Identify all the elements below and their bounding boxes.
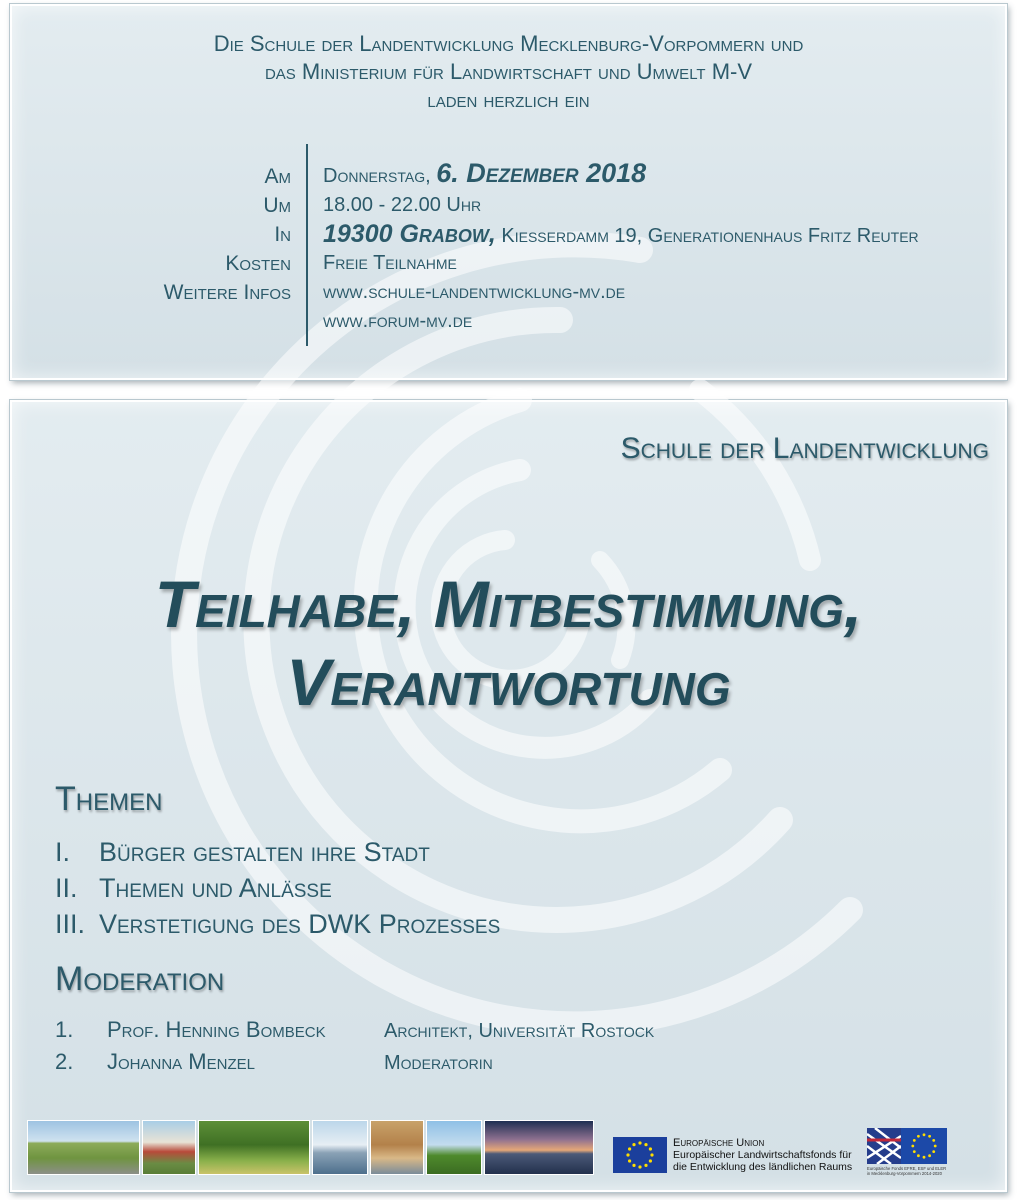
esi-funds-logo bbox=[867, 1128, 947, 1176]
photo-timber-house bbox=[142, 1120, 196, 1175]
theme-item bbox=[55, 870, 332, 906]
title-line-1: Teilhabe, Mitbestimmung, bbox=[154, 567, 863, 641]
place-bold: 19300 Grabow, bbox=[323, 220, 496, 248]
label-time: Um bbox=[263, 194, 291, 217]
theme-text: Themen und Anlässe bbox=[99, 873, 332, 903]
moderator-role: Moderatorin bbox=[384, 1052, 493, 1074]
theme-item bbox=[55, 834, 430, 870]
website-link-1[interactable]: www.schule-landentwicklung-mv.de bbox=[323, 281, 626, 303]
theme-number: III. bbox=[55, 909, 86, 939]
moderator-role: Architekt, Universität Rostock bbox=[384, 1020, 655, 1042]
photo-cyclists bbox=[27, 1120, 140, 1175]
theme-text: Verstetigung des DWK Prozesses bbox=[99, 909, 501, 939]
photo-trees bbox=[198, 1120, 310, 1175]
cost-value: Freie Teilnahme bbox=[323, 252, 457, 274]
eu-funding-logo bbox=[613, 1137, 852, 1173]
moderator-name: Prof. Henning Bombeck bbox=[107, 1017, 326, 1042]
photo-landscape bbox=[426, 1120, 482, 1175]
eu-line-1: Europäische Union bbox=[673, 1137, 765, 1149]
photo-pier-sunset bbox=[484, 1120, 594, 1175]
esi-logo-icon bbox=[867, 1128, 947, 1164]
invitation-header bbox=[10, 30, 1007, 114]
theme-text: Bürger gestalten ihre Stadt bbox=[99, 837, 430, 867]
school-name: Schule der Landentwicklung bbox=[620, 432, 989, 465]
moderator-row bbox=[55, 1014, 654, 1046]
header-line-1: Die Schule der Landentwicklung Mecklenburg-Vorpommern und bbox=[213, 31, 804, 56]
header-line-3: laden herzlich ein bbox=[427, 87, 590, 112]
themes-heading: Themen bbox=[55, 780, 163, 818]
moderator-name: Johanna Menzel bbox=[107, 1049, 255, 1074]
time-value: 18.00 - 22.00 Uhr bbox=[323, 194, 482, 216]
theme-number: I. bbox=[55, 837, 71, 867]
event-title bbox=[10, 565, 1007, 721]
esi-text bbox=[867, 1166, 947, 1176]
theme-number: II. bbox=[55, 873, 78, 903]
eu-line-2: Europäischer Landwirtschaftsfonds für bbox=[673, 1149, 852, 1161]
detail-values bbox=[323, 158, 919, 336]
title-line-2: Verantwortung bbox=[286, 645, 731, 719]
detail-labels bbox=[164, 162, 291, 307]
label-more-info: Weitere Infos bbox=[163, 281, 291, 304]
place-value bbox=[323, 220, 919, 249]
moderator-number: 2. bbox=[55, 1049, 74, 1074]
eu-funding-text bbox=[673, 1137, 852, 1173]
label-cost: Kosten bbox=[225, 252, 291, 275]
esi-line-2: in Mecklenburg-Vorpommern 2014-2020 bbox=[867, 1171, 942, 1176]
date-value bbox=[323, 155, 919, 191]
eu-line-3: die Entwicklung des ländlichen Raums bbox=[673, 1161, 853, 1173]
eu-flag-icon bbox=[613, 1137, 667, 1173]
moderation-heading: Moderation bbox=[55, 960, 225, 998]
label-place: In bbox=[274, 223, 291, 246]
moderator-number: 1. bbox=[55, 1017, 74, 1042]
moderator-row bbox=[55, 1046, 493, 1078]
esi-line-1: Europäische Fonds EFRE, ESF und ELER bbox=[867, 1166, 947, 1171]
label-date: Am bbox=[264, 165, 291, 188]
photo-people bbox=[370, 1120, 424, 1175]
date-bold: 6. Dezember 2018 bbox=[436, 158, 647, 188]
website-link-2[interactable]: www.forum-mv.de bbox=[323, 310, 473, 332]
place-rest: Kießerdamm 19, Generationenhaus Fritz Reuter bbox=[501, 225, 919, 247]
photo-strip bbox=[27, 1120, 596, 1175]
details-divider bbox=[306, 144, 308, 346]
photo-harbour bbox=[312, 1120, 368, 1175]
header-line-2: das Ministerium für Landwirtschaft und Umwelt M-V bbox=[264, 59, 753, 84]
date-day: Donnerstag, bbox=[323, 165, 431, 187]
theme-item bbox=[55, 906, 500, 942]
